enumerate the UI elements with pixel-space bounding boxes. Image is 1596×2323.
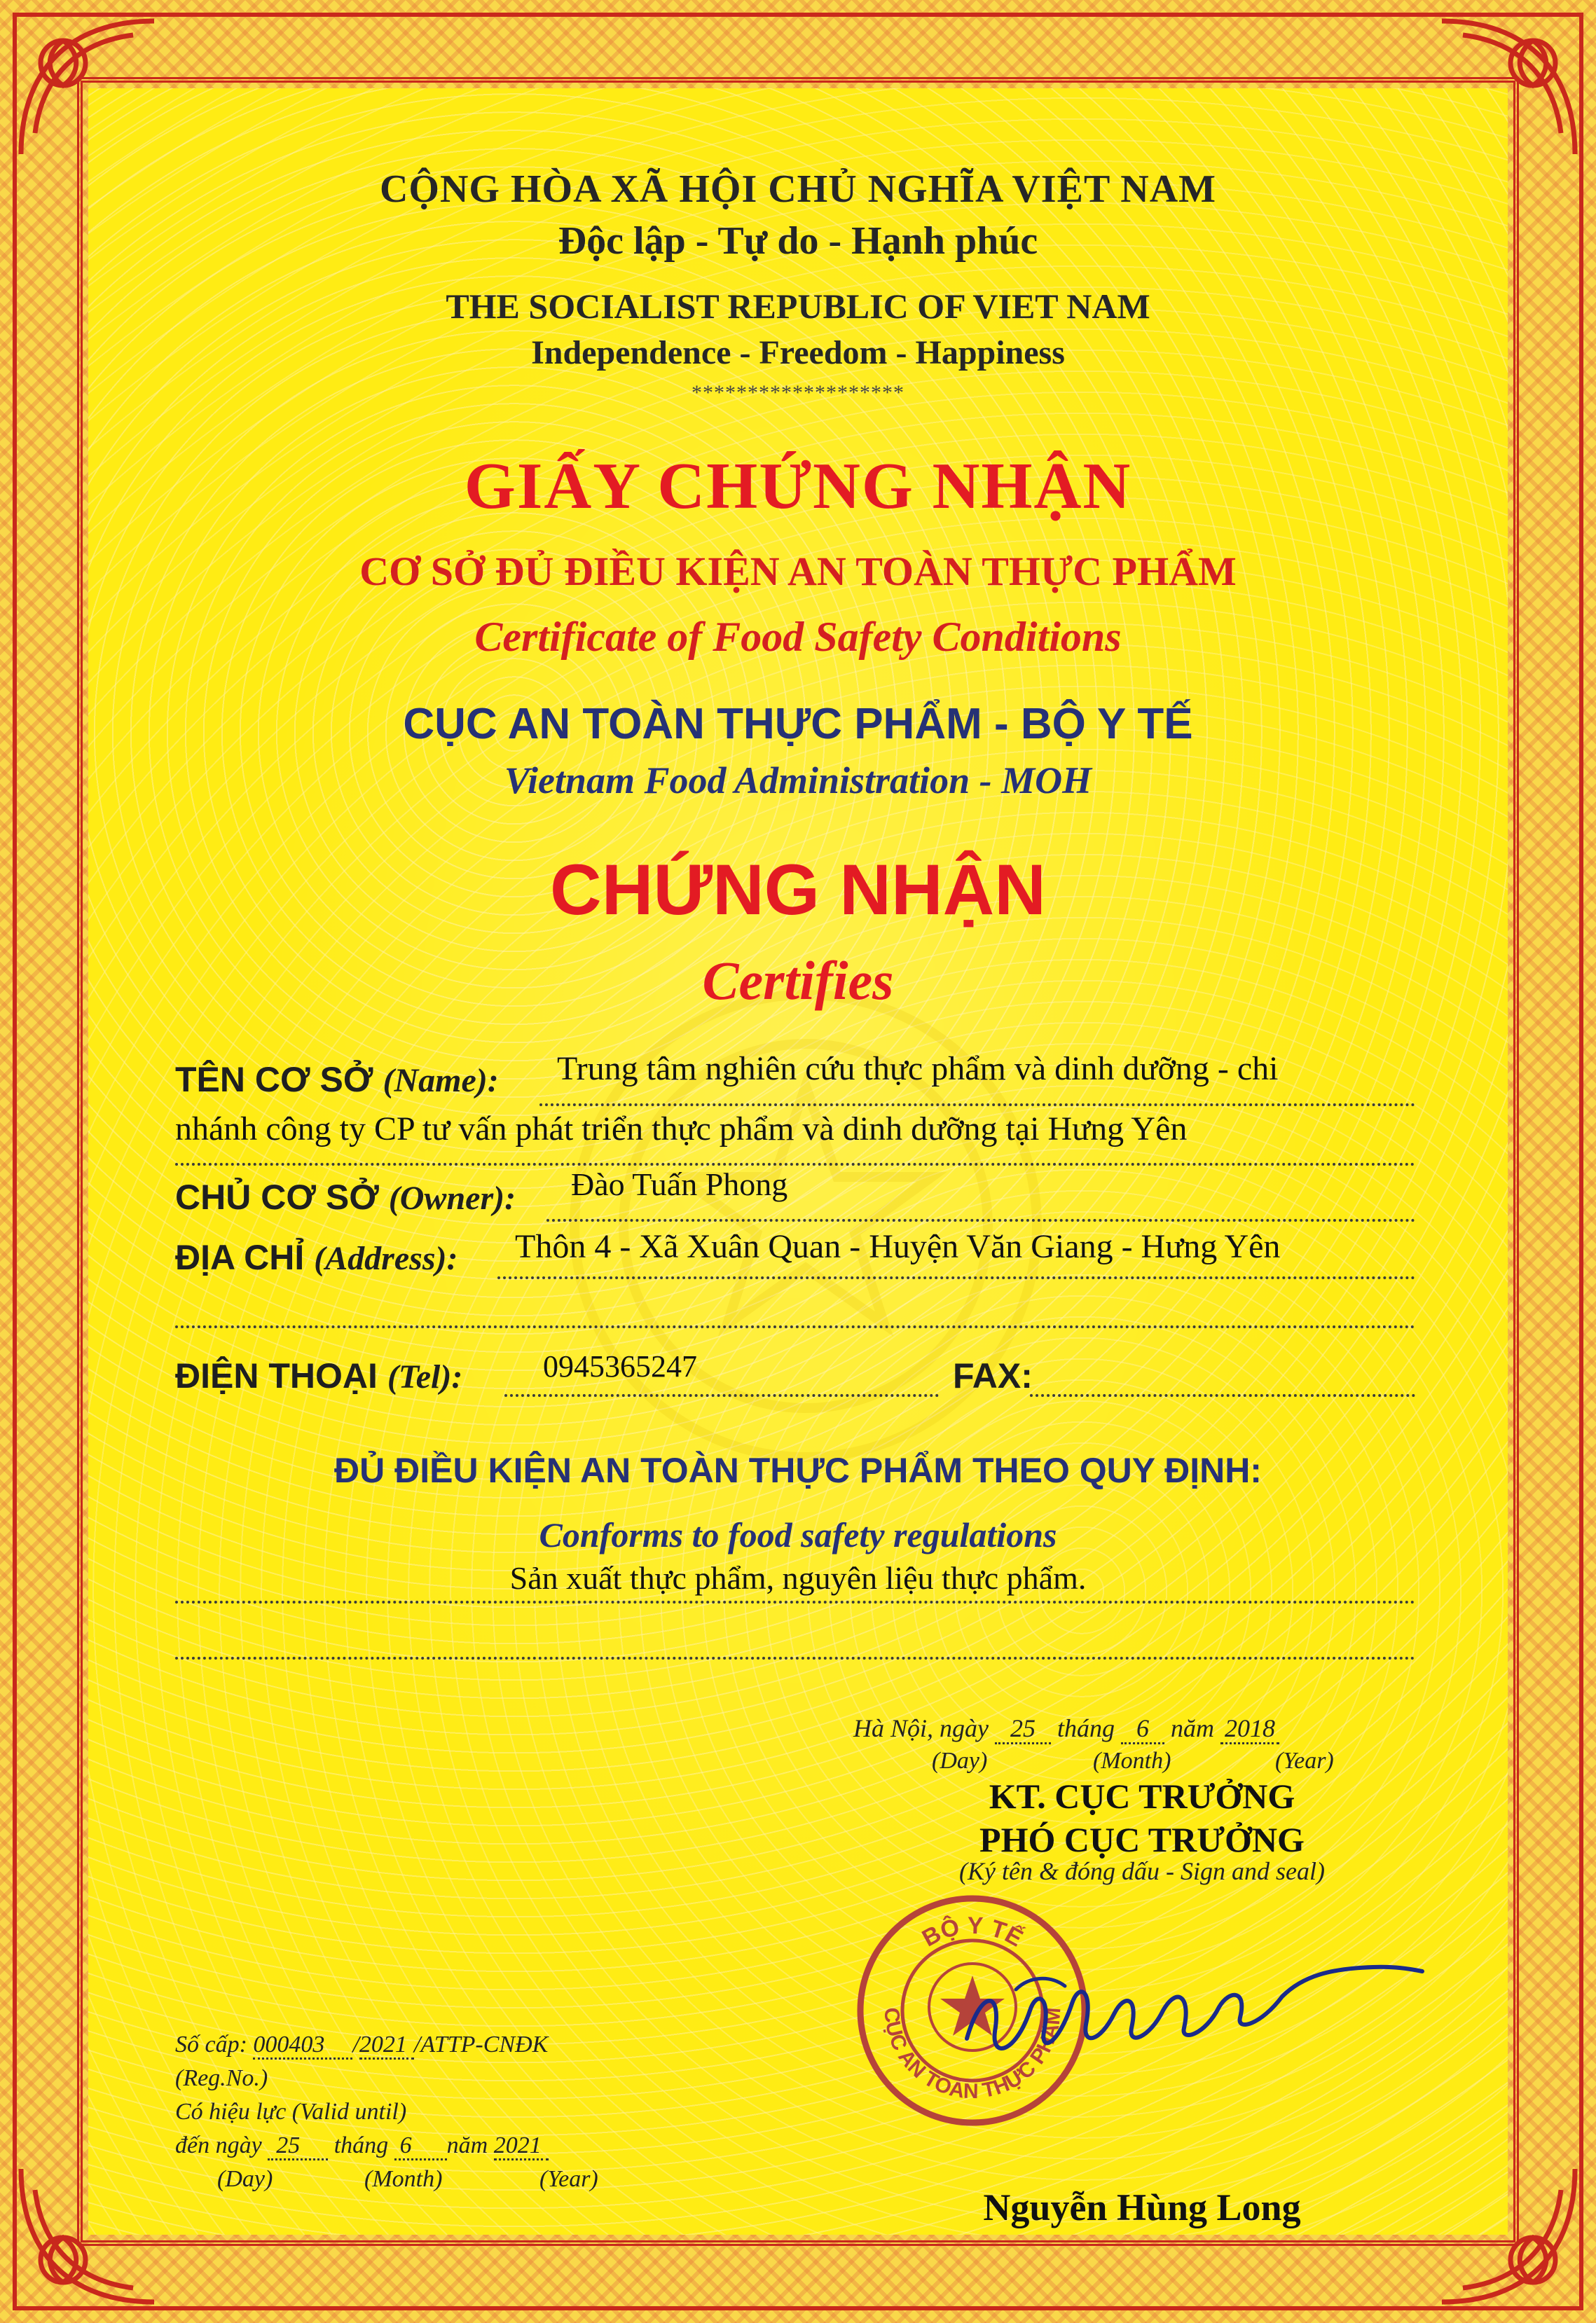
valid-until-month-word: tháng: [333, 2132, 389, 2158]
registration-number-value: 000403: [253, 2032, 352, 2060]
valid-until-year-word: năm: [446, 2132, 488, 2158]
national-motto-vi: Độc lập - Tự do - Hạnh phúc: [558, 219, 1038, 263]
owner-value: Đào Tuấn Phong: [571, 1166, 788, 1202]
valid-until-year: 2021: [494, 2132, 549, 2160]
issue-place: Hà Nội, ngày: [853, 1714, 989, 1742]
registration-number: Số cấp: 000403 /2021 /ATTP-CNĐK: [175, 2032, 548, 2058]
issue-year-word: năm: [1171, 1714, 1215, 1742]
tel-label: [175, 1356, 462, 1396]
certificate-title: GIẤY CHỨNG NHẬN: [464, 450, 1132, 523]
conformity-scope: Sản xuất thực phẩm, nguyên liệu thực phẩm.: [509, 1560, 1087, 1596]
registration-label-en: (Reg.No.): [175, 2065, 268, 2091]
valid-year-caption: (Year): [539, 2166, 598, 2192]
valid-month-caption: (Month): [364, 2166, 443, 2192]
valid-until-day: 25: [268, 2132, 328, 2160]
tel-dotted-line: [504, 1394, 939, 1397]
name-value-line-1: Trung tâm nghiên cứu thực phẩm và dinh dưỡng - chi: [557, 1050, 1279, 1087]
nation-name-en: THE SOCIALIST REPUBLIC OF VIET NAM: [446, 287, 1150, 326]
registration-label: Số cấp:: [175, 2032, 247, 2057]
issuing-agency-vi: CỤC AN TOÀN THỰC PHẨM - BỘ Y TẾ: [403, 700, 1193, 748]
nation-name-vi: CỘNG HÒA XÃ HỘI CHỦ NGHĨA VIỆT NAM: [379, 167, 1217, 211]
valid-until-month: 6: [394, 2132, 447, 2160]
address-dotted-line-2: [175, 1325, 1415, 1328]
issue-month-word: tháng: [1057, 1714, 1115, 1742]
corner-ornament-top-left: [14, 14, 161, 161]
name-label-vi: TÊN CƠ SỞ: [175, 1060, 373, 1099]
owner-dotted-line: [546, 1219, 1415, 1222]
tel-label-en: (Tel):: [387, 1358, 463, 1395]
corner-ornament-bottom-left: [14, 2162, 161, 2309]
handwritten-signature: [953, 1948, 1443, 2088]
name-label: [175, 1059, 499, 1100]
valid-until-label: Có hiệu lực (Valid until): [175, 2099, 407, 2125]
sign-and-seal-note: (Ký tên & đóng dấu - Sign and seal): [959, 1857, 1325, 1885]
address-label-en: (Address):: [314, 1240, 458, 1277]
registration-year: 2021: [359, 2032, 414, 2060]
issue-month: 6: [1121, 1714, 1164, 1744]
signer-name: Nguyễn Hùng Long: [983, 2186, 1301, 2228]
certificate-subtitle-vi: CƠ SỞ ĐỦ ĐIỀU KIỆN AN TOÀN THỰC PHẨM: [359, 549, 1237, 594]
corner-ornament-bottom-right: [1435, 2162, 1582, 2309]
signer-title-1: KT. CỤC TRƯỞNG: [989, 1777, 1295, 1816]
registration-suffix: /ATTP-CNĐK: [413, 2032, 549, 2057]
issue-year: 2018: [1220, 1714, 1279, 1744]
issue-day-caption: (Day): [932, 1748, 988, 1774]
header-separator: *******************: [692, 381, 904, 404]
owner-label-vi: CHỦ CƠ SỞ: [175, 1178, 379, 1217]
issuing-agency-en: Vietnam Food Administration - MOH: [504, 759, 1092, 801]
valid-until-prefix: đến ngày: [175, 2132, 262, 2158]
seal-ring-text: CỤC AN TOÀN THỰC PHẨM: [879, 2006, 1066, 2104]
scope-dotted-line-2: [175, 1657, 1415, 1660]
issue-year-caption: (Year): [1275, 1748, 1334, 1774]
name-dotted-line-1: [539, 1103, 1415, 1106]
scope-dotted-line-1: [175, 1601, 1415, 1604]
fax-dotted-line: [1030, 1394, 1415, 1397]
name-value-line-2: nhánh công ty CP tư vấn phát triển thực phẩm và dinh dưỡng tại Hưng Yên: [175, 1110, 1188, 1147]
address-dotted-line-1: [497, 1276, 1415, 1279]
tel-value: 0945365247: [543, 1349, 697, 1384]
seal-top-text: BỘ Y TẾ: [917, 1912, 1028, 1952]
conformity-heading-en: Conforms to food safety regulations: [539, 1515, 1057, 1555]
conformity-heading-vi: ĐỦ ĐIỀU KIỆN AN TOÀN THỰC PHẨM THEO QUY ĐỊNH:: [334, 1451, 1262, 1490]
certifies-heading-en: Certifies: [702, 950, 894, 1011]
certifies-heading-vi: CHỨNG NHẬN: [550, 850, 1046, 930]
tel-label-vi: ĐIỆN THOẠI: [175, 1356, 378, 1395]
fax-label: FAX:: [953, 1356, 1033, 1395]
valid-until-date: [175, 2132, 549, 2159]
address-label-vi: ĐỊA CHỈ: [175, 1238, 305, 1277]
address-value: Thôn 4 - Xã Xuân Quan - Huyện Văn Giang - Hưng Yên: [515, 1228, 1281, 1265]
owner-label-en: (Owner):: [388, 1180, 516, 1217]
certificate-subtitle-en: Certificate of Food Safety Conditions: [474, 614, 1122, 660]
owner-label: [175, 1177, 516, 1218]
address-label: [175, 1237, 458, 1278]
issue-day: 25: [995, 1714, 1051, 1744]
name-dotted-line-2: [175, 1163, 1415, 1166]
valid-day-caption: (Day): [217, 2166, 273, 2192]
national-motto-en: Independence - Freedom - Happiness: [531, 334, 1065, 371]
issue-month-caption: (Month): [1093, 1748, 1171, 1774]
corner-ornament-top-right: [1435, 14, 1582, 161]
name-label-en: (Name):: [383, 1062, 499, 1099]
issue-date: [853, 1714, 1279, 1743]
signer-title-2: PHÓ CỤC TRƯỞNG: [979, 1820, 1305, 1859]
